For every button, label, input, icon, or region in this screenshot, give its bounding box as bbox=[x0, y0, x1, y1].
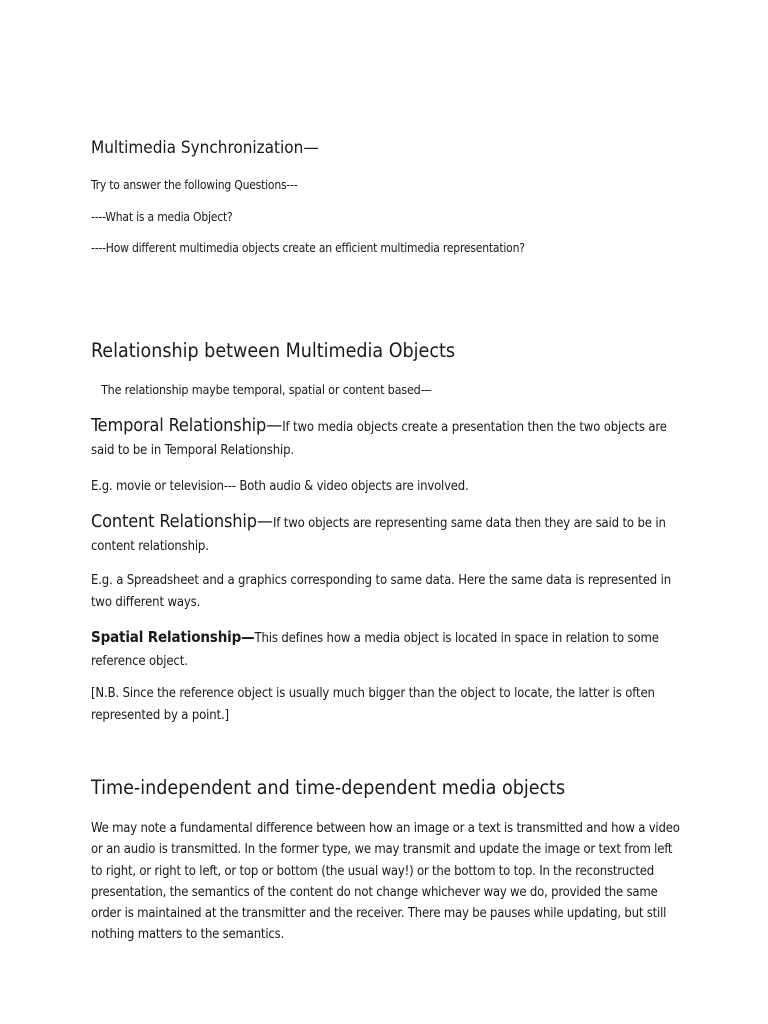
time-dependent-paragraph: We may note a fundamental difference between how an image or a text is transmitted and how a video or an audio is transmitted. In the former type, we may transmit and update the image or text from left to right, or right to left, or top or bottom (the usual way!) or the bottom to top. In the reconstructed presentation, the semantics of the content do not change whichever way we do, provided the same order is maintained at the transmitter and the receiver. There may be pauses while updating, but still nothing matters to the semantics. bbox=[91, 821, 680, 943]
spatial-text: This defines how a media object is located in space in relation to some reference object. bbox=[91, 631, 659, 669]
questions-prompt: Try to answer the following Questions--- bbox=[91, 178, 298, 192]
temporal-text: If two media objects create a presentation then the two objects are said to be in Temporal Relationship. bbox=[91, 420, 667, 458]
heading-multimedia-synchronization: Multimedia Synchronization— bbox=[91, 138, 319, 158]
spatial-note: [N.B. Since the reference object is usually much bigger than the object to locate, the latter is often represented by a point.] bbox=[91, 686, 655, 723]
temporal-relationship-block bbox=[91, 414, 691, 462]
temporal-example: E.g. movie or television--- Both audio & video objects are involved. bbox=[91, 479, 469, 494]
content-heading: Content Relationship— bbox=[91, 511, 273, 532]
spatial-relationship-block bbox=[91, 626, 691, 673]
content-example: E.g. a Spreadsheet and a graphics corresponding to same data. Here the same data is represented in two different ways. bbox=[91, 573, 671, 610]
spatial-heading: Spatial Relationship— bbox=[91, 628, 255, 646]
content-text: If two objects are representing same data then they are said to be in content relationship. bbox=[91, 516, 666, 554]
heading-relationship: Relationship between Multimedia Objects bbox=[91, 339, 456, 362]
content-relationship-block bbox=[91, 510, 691, 558]
temporal-heading: Temporal Relationship— bbox=[91, 415, 283, 436]
question-2: ----How different multimedia objects create an efficient multimedia representation? bbox=[91, 241, 525, 255]
heading-time-dependent: Time-independent and time-dependent media objects bbox=[91, 776, 566, 799]
relationship-intro: The relationship maybe temporal, spatial or content based— bbox=[101, 382, 432, 397]
question-1: ----What is a media Object? bbox=[91, 210, 233, 224]
